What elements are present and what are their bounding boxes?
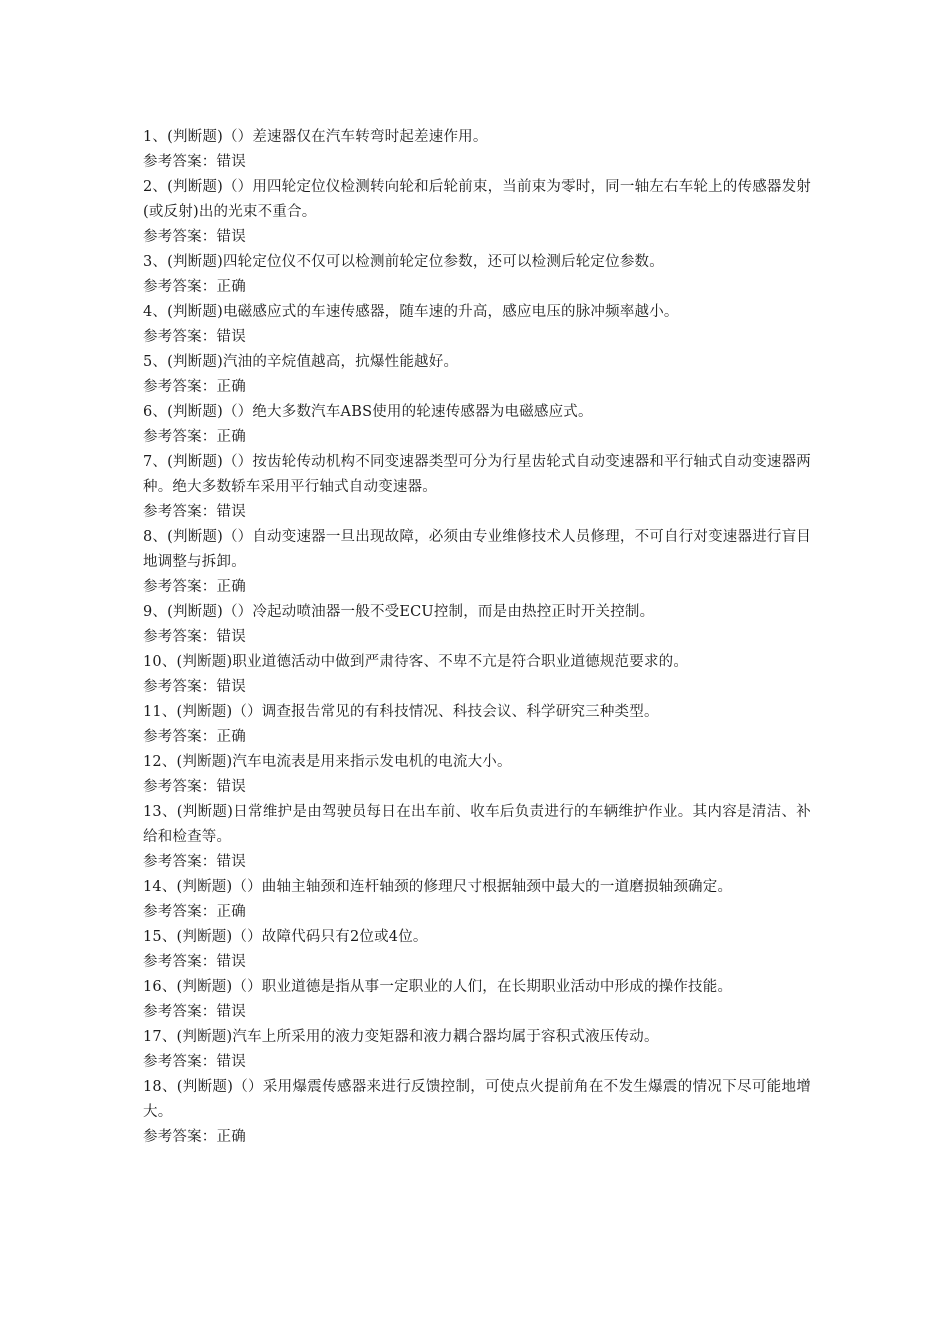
question-item — [143, 300, 811, 350]
question-text: 7、(判断题)（）按齿轮传动机构不同变速器类型可分为行星齿轮式自动变速器和平行轴式自动变速器两种。绝大多数轿车采用平行轴式自动变速器。 — [143, 454, 811, 495]
question-item — [143, 1025, 811, 1075]
question-text: 4、(判断题)电磁感应式的车速传感器，随车速的升高，感应电压的脉冲频率越小。 — [143, 304, 679, 320]
answer-text: 参考答案：正确 — [143, 279, 246, 295]
question-item — [143, 650, 811, 700]
question-text: 16、(判断题)（）职业道德是指从事一定职业的人们，在长期职业活动中形成的操作技能。 — [143, 979, 733, 995]
question-text: 13、(判断题)日常维护是由驾驶员每日在出车前、收车后负责进行的车辆维护作业。其内容是清洁、补给和检查等。 — [143, 804, 811, 845]
answer-text: 参考答案：错误 — [143, 629, 246, 645]
question-item — [143, 250, 811, 300]
question-text: 14、(判断题)（）曲轴主轴颈和连杆轴颈的修理尺寸根据轴颈中最大的一道磨损轴颈确定。 — [143, 879, 733, 895]
answer-text: 参考答案：错误 — [143, 779, 246, 795]
question-item — [143, 525, 811, 600]
question-item — [143, 975, 811, 1025]
question-text: 12、(判断题)汽车电流表是用来指示发电机的电流大小。 — [143, 754, 512, 770]
answer-text: 参考答案：正确 — [143, 579, 246, 595]
question-item — [143, 800, 811, 875]
question-text: 18、(判断题)（）采用爆震传感器来进行反馈控制，可使点火提前角在不发生爆震的情况下尽可能地增大。 — [143, 1079, 811, 1120]
question-text: 17、(判断题)汽车上所采用的液力变矩器和液力耦合器均属于容积式液压传动。 — [143, 1029, 659, 1045]
question-text: 1、(判断题)（）差速器仅在汽车转弯时起差速作用。 — [143, 129, 488, 145]
answer-text: 参考答案：错误 — [143, 1054, 246, 1070]
answer-text: 参考答案：正确 — [143, 429, 246, 445]
question-item — [143, 175, 811, 250]
answer-text: 参考答案：错误 — [143, 154, 246, 170]
question-item — [143, 750, 811, 800]
question-text: 15、(判断题)（）故障代码只有2位或4位。 — [143, 929, 428, 945]
question-item — [143, 450, 811, 525]
question-text: 6、(判断题)（）绝大多数汽车ABS使用的轮速传感器为电磁感应式。 — [143, 404, 593, 420]
question-text: 2、(判断题)（）用四轮定位仪检测转向轮和后轮前束，当前束为零时，同一轴左右车轮上的传感器发射(或反射)出的光束不重合。 — [143, 179, 811, 220]
question-item — [143, 1075, 811, 1150]
answer-text: 参考答案：错误 — [143, 1004, 246, 1020]
answer-text: 参考答案：错误 — [143, 679, 246, 695]
question-item — [143, 600, 811, 650]
answer-text: 参考答案：正确 — [143, 379, 246, 395]
question-text: 3、(判断题)四轮定位仪不仅可以检测前轮定位参数，还可以检测后轮定位参数。 — [143, 254, 664, 270]
answer-text: 参考答案：正确 — [143, 729, 246, 745]
document-body — [143, 125, 811, 1150]
answer-text: 参考答案：正确 — [143, 1129, 246, 1145]
answer-text: 参考答案：错误 — [143, 504, 246, 520]
question-item — [143, 925, 811, 975]
answer-text: 参考答案：错误 — [143, 854, 246, 870]
answer-text: 参考答案：错误 — [143, 954, 246, 970]
answer-text: 参考答案：正确 — [143, 904, 246, 920]
answer-text: 参考答案：错误 — [143, 329, 246, 345]
question-item — [143, 350, 811, 400]
question-text: 10、(判断题)职业道德活动中做到严肃待客、不卑不亢是符合职业道德规范要求的。 — [143, 654, 689, 670]
question-item — [143, 400, 811, 450]
question-text: 9、(判断题)（）冷起动喷油器一般不受ECU控制，而是由热控正时开关控制。 — [143, 604, 655, 620]
question-item — [143, 125, 811, 175]
question-text: 11、(判断题)（）调查报告常见的有科技情况、科技会议、科学研究三种类型。 — [143, 704, 659, 720]
answer-text: 参考答案：错误 — [143, 229, 246, 245]
question-text: 5、(判断题)汽油的辛烷值越高，抗爆性能越好。 — [143, 354, 459, 370]
question-item — [143, 700, 811, 750]
question-text: 8、(判断题)（）自动变速器一旦出现故障，必须由专业维修技术人员修理，不可自行对变速器进行盲目地调整与拆卸。 — [143, 529, 811, 570]
question-item — [143, 875, 811, 925]
